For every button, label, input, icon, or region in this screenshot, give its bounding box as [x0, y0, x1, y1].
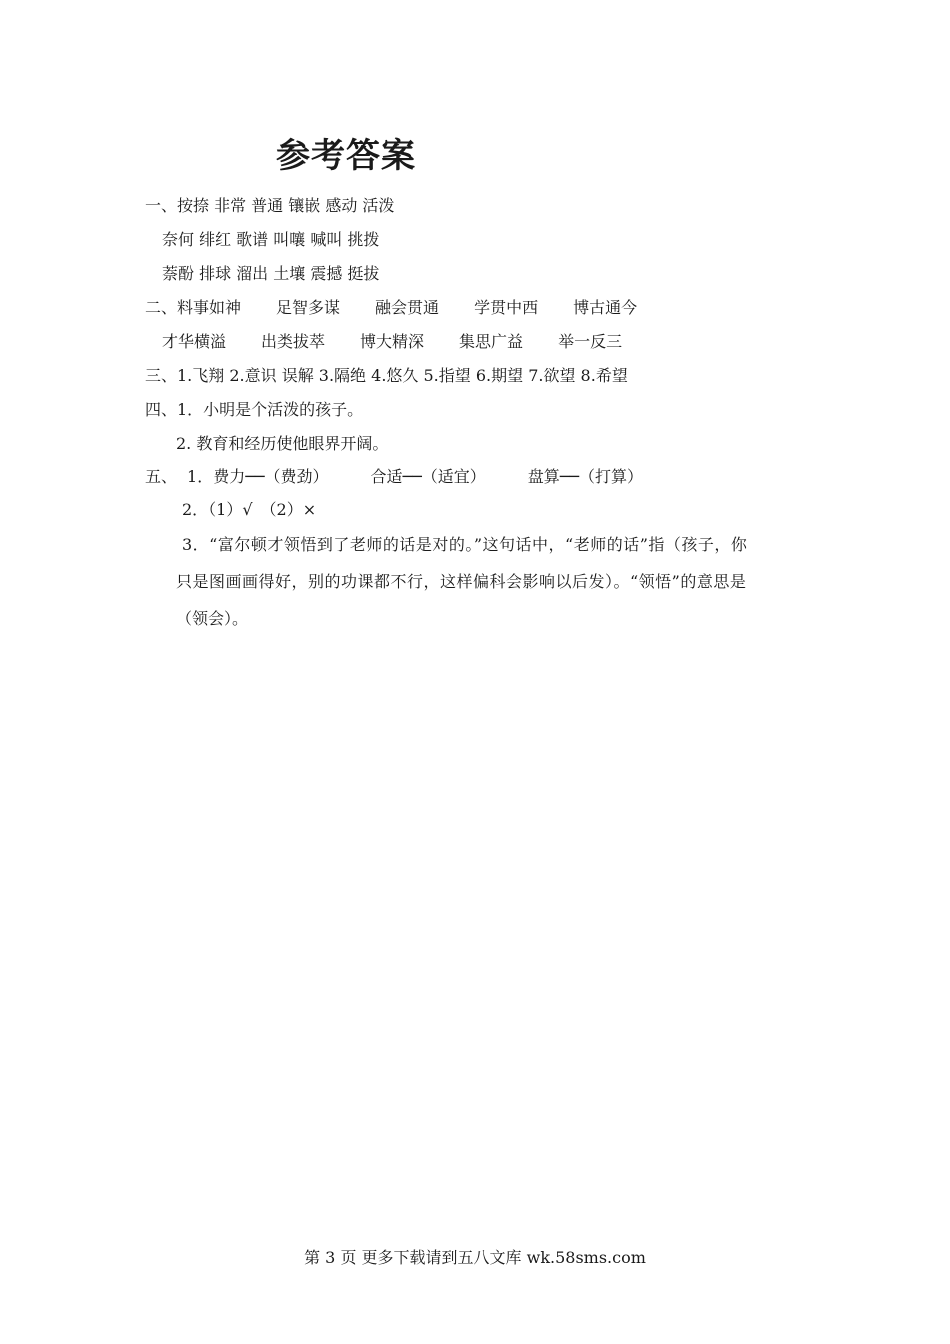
idiom: 学贯中西: [474, 298, 539, 317]
section-5-q3-line-1: 3．“富尔顿才领悟到了老师的话是对的。”这句话中，“老师的话”指（孩子，你: [182, 535, 748, 554]
section-4-line-1: 四、1．小明是个活泼的孩子。: [145, 400, 364, 419]
idiom: 博大精深: [360, 332, 425, 351]
section-1-line-3: 萘酚 排球 溜出 土壤 震撼 挺拔: [162, 264, 380, 283]
section-5-q2: 2．（1）√ （2）×: [182, 500, 317, 519]
idiom: 融会贯通: [375, 298, 440, 317]
section-5-q3-line-2: 只是图画画得好，别的功课都不行，这样偏科会影响以后发）。“领悟”的意思是: [176, 572, 747, 591]
q1-label: 1．: [187, 467, 214, 486]
idiom: 举一反三: [558, 332, 623, 351]
section-4-line-2: 2. 教育和经历使他眼界开阔。: [176, 434, 389, 453]
section-2-row-2: [162, 331, 622, 353]
idiom: 足智多谋: [276, 298, 341, 317]
section-1-line-1: 一、按捺 非常 普通 镶嵌 感动 活泼: [145, 196, 395, 215]
idiom: 料事如神: [177, 298, 242, 317]
section-5-q1: [145, 466, 643, 488]
section-5-q3-line-3: （领会）。: [176, 609, 249, 628]
idiom: 才华横溢: [162, 332, 227, 351]
q1-item: 费力──（费劲）: [213, 467, 329, 486]
q1-item: 合适──（适宜）: [370, 467, 486, 486]
idiom: 出类拔萃: [261, 332, 326, 351]
section-2-prefix: 二、: [145, 298, 178, 317]
section-3-line: 三、1.飞翔 2.意识 误解 3.隔绝 4.悠久 5.指望 6.期望 7.欲望 8.希望: [145, 366, 628, 385]
page-footer: 第 3 页 更多下载请到五八文库 wk.58sms.com: [304, 1248, 646, 1267]
section-5-prefix: 五、: [145, 467, 178, 486]
idiom: 集思广益: [459, 332, 524, 351]
section-2-row-1: [145, 297, 637, 319]
idiom: 博古通今: [573, 298, 638, 317]
page-title: 参考答案: [276, 136, 416, 176]
q1-item: 盘算──（打算）: [527, 467, 644, 486]
section-1-line-2: 奈何 绯红 歌谱 叫嚷 喊叫 挑拨: [162, 230, 380, 249]
